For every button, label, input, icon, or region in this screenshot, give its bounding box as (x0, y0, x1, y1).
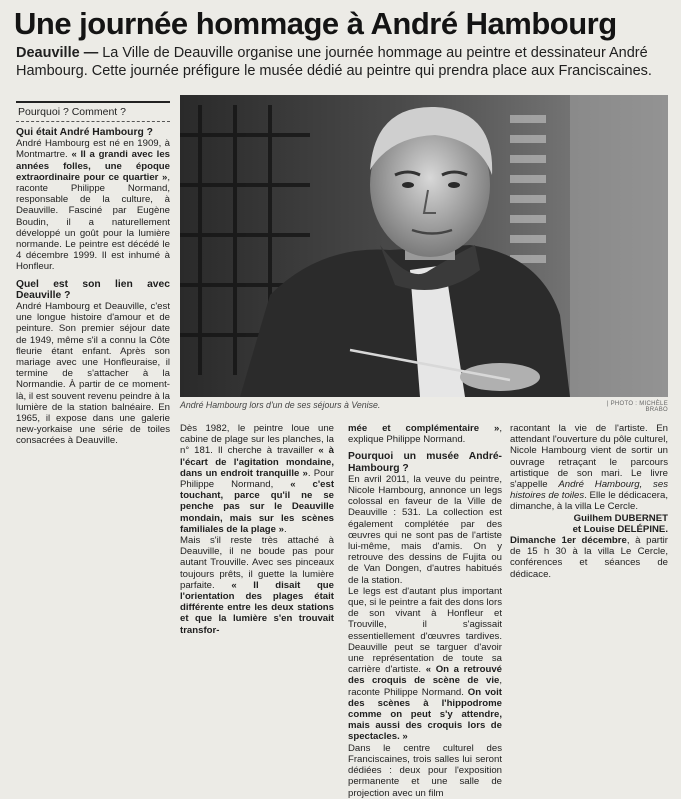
sidebar-column (16, 127, 170, 447)
lead-paragraph (16, 44, 666, 80)
article-column-3 (348, 423, 502, 799)
sidebar-question-2: Quel est son lien avec Deauville ? (16, 278, 170, 301)
paragraph: Dès 1982, le peintre loue une cabine de plage sur les planches, la n° 181. Il cherche à travailler « à l'écart de l'agitation mondaine, dans un endroit tranquille ». Pour Philippe Normand, « c'est touchant, parce qu'il ne se penche pas sur le Deauville mondain, mais sur les scènes familiales de la plage ». (180, 423, 335, 535)
paragraph: racontant la vie de l'artiste. En attendant l'ouverture du pôle culturel, Nicole Hambourg vient de sortir un ouvrage retraçant le parcours artistique de son mari. Le livre s'appelle André Hambourg, ses histoires de toiles. Elle le dédicacera, dimanche, à la villa Le Cercle. (510, 423, 668, 513)
sidebar-question-1: Qui était André Hambourg ? (16, 127, 153, 138)
lead-text: La Ville de Deauville organise une journée hommage au peintre et dessinateur André Hambourg. Cette journée préfigure le musée dédié au peintre qui prendra place aux Franciscaines. (16, 45, 652, 79)
paragraph: Mais s'il reste très attaché à Deauville, il ne boude pas pour autant Trouville. Avec ses pinceaux toujours prêts, il guette la lumière parfaite. « Il disait que l'orientation des plages était différente entre les deux stations et que la lumière s'en trouvait transfor- (180, 535, 334, 636)
photo-caption: André Hambourg lors d'un de ses séjours à Venise. (180, 400, 381, 410)
headline: Une journée hommage à André Hambourg (14, 6, 617, 41)
article-question: Pourquoi un musée André-Hambourg ? (348, 451, 502, 474)
photo-credit: | PHOTO : MICHÈLE BRABO (606, 401, 668, 413)
lead-dateline: Deauville — (16, 45, 99, 61)
portrait-illustration (180, 95, 668, 397)
paragraph: Dans le centre culturel des Franciscaines, trois salles lui seront dédiées : deux pour l'exposition permanente et une salle de projection avec un film (348, 742, 502, 799)
event-info: Dimanche 1er décembre, à partir de 15 h 30 à la villa Le Cercle, conférences et séances de dédicace. (510, 535, 668, 580)
sidebar-header: Pourquoi ? Comment ? (16, 101, 170, 122)
author-signature: Guilhem DUBERNET et Louise DELÉPINE. (572, 512, 668, 535)
paragraph: Le legs est d'autant plus important que, si le peintre a fait des dons lors de son vivant à Honfleur et Trouville, il s'agissait essentiellement d'œuvres tardives. Deauville peut se targuer d'avoir une représentation de toute sa carrière d'artiste. « On a retrouvé des croquis de scène de vie, raconte Philippe Normand. On voit des scènes à l'hippodrome comme on peut s'y attendre, mais aussi des croquis lors de spectacles. » (348, 585, 502, 743)
paragraph: En avril 2011, la veuve du peintre, Nicole Hambourg, annonce un legs colossal en faveur de la Ville de Deauville : 531. La collection est également complétée par des œuvres qui ne sont pas de l'artiste lui-même, mais d'amis. On y retrouve des dessins de Fujita ou de Van Dongen, d'autres habitués de la station. (348, 473, 502, 586)
article-column-4 (510, 423, 668, 580)
sidebar-answer-2: André Hambourg et Deauville, c'est une longue histoire d'amour et de peinture. Son premier séjour date de 1949, même s'il a connu la Côte fleurie étant enfant. Après son mariage avec une Honfleuraise, il termine de s'attacher à la Normandie. À partir de ce moment-là, il est souvent revenu peindre à la lumière de la station balnéaire. En 1965, il expose dans une galerie new-yorkaise une série de toiles consacrées à Deauville. (16, 301, 170, 447)
sidebar-answer-1: André Hambourg est né en 1909, à Montmartre. « Il a grandi avec les années folles, une époque extraordinaire pour ce quartier », raconte Philippe Normand, responsable de la culture, à Deauville. Fasciné par Eugène Boudin, il a naturellement développé un goût pour la lumière normande. Le peintre est décédé le 4 décembre 1999. Il est inhumé à Honfleur. (16, 138, 170, 273)
paragraph: mée et complémentaire », explique Philippe Normand. (348, 423, 502, 446)
portrait-photo (180, 95, 668, 397)
